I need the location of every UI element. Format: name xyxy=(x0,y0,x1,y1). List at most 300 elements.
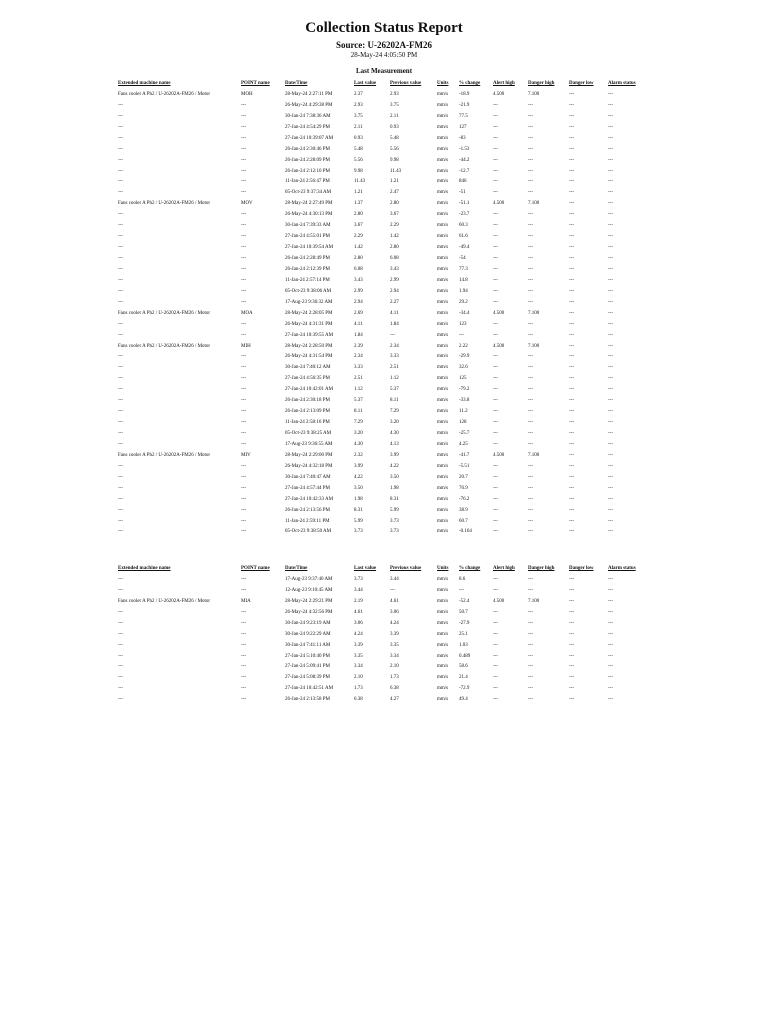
cell-date-time: 05-Oct-23 9:38:06 AM xyxy=(285,288,332,294)
cell-last-value: 2.80 xyxy=(354,256,363,261)
cell-alert-high: --- xyxy=(493,146,498,152)
cell-alarm-status: --- xyxy=(608,266,613,272)
cell-alert-high: --- xyxy=(493,675,498,681)
cell-percent-change: 125 xyxy=(459,376,467,382)
cell-danger-low: --- xyxy=(569,653,574,659)
cell-percent-change: 1.94 xyxy=(459,288,468,294)
cell-last-value: 4.30 xyxy=(354,441,363,447)
cell-alert-high: --- xyxy=(493,354,498,360)
cell-alarm-status: --- xyxy=(608,299,613,305)
cell-danger-high: --- xyxy=(528,299,533,305)
cell-last-value: 3.67 xyxy=(354,223,363,229)
cell-alert-high: --- xyxy=(493,299,498,305)
cell-previous-value: 2.11 xyxy=(390,113,399,119)
cell-units: mm/s xyxy=(437,365,449,371)
cell-machine-name: Fans cooler A Ph2 / U-26202A-FM26 / Motor xyxy=(118,452,211,458)
cell-percent-change: 76.9 xyxy=(459,485,468,491)
cell-date-time: 26-Jan-24 2:13:56 PM xyxy=(285,507,330,513)
cell-alarm-status: --- xyxy=(608,212,613,218)
cell-date-time: 27-Jan-24 4:56:35 PM xyxy=(285,376,330,382)
cell-date-time: 27-Jan-24 10:42:33 AM xyxy=(285,496,334,502)
table-row xyxy=(118,352,648,363)
cell-previous-value: 3.06 xyxy=(390,609,399,615)
cell-date-time: 26-Jan-24 2:12:10 PM xyxy=(285,168,330,174)
cell-danger-high: 7.100 xyxy=(528,343,540,349)
column-header-percent-change: % change xyxy=(459,81,481,86)
cell-point-name: --- xyxy=(241,609,246,615)
cell-danger-high: --- xyxy=(528,365,533,371)
column-header-units: Units xyxy=(437,81,449,86)
cell-percent-change: -18.9 xyxy=(459,91,470,97)
cell-alarm-status: --- xyxy=(608,598,613,604)
cell-point-name: --- xyxy=(241,631,246,637)
cell-units: mm/s xyxy=(437,598,449,604)
cell-point-name: --- xyxy=(241,653,246,659)
table-row xyxy=(118,320,648,331)
cell-alarm-status: --- xyxy=(608,496,613,502)
cell-point-name: --- xyxy=(241,256,246,261)
cell-danger-low: --- xyxy=(569,631,574,637)
cell-percent-change: -27.9 xyxy=(459,620,470,626)
cell-alarm-status: --- xyxy=(608,332,613,338)
cell-danger-low: --- xyxy=(569,135,574,141)
cell-machine-name: --- xyxy=(118,496,123,502)
table-row xyxy=(118,396,648,407)
column-header-date-time: Date/Time xyxy=(285,566,308,571)
cell-alert-high: --- xyxy=(493,266,498,272)
cell-danger-low: --- xyxy=(569,609,574,615)
cell-alert-high: --- xyxy=(493,256,498,261)
cell-units: mm/s xyxy=(437,310,449,316)
table-row xyxy=(118,506,648,517)
cell-danger-high: --- xyxy=(528,686,533,692)
cell-danger-high: --- xyxy=(528,288,533,294)
table-row xyxy=(118,101,648,112)
cell-point-name: MIA xyxy=(241,598,251,604)
cell-machine-name: --- xyxy=(118,288,123,294)
cell-point-name: --- xyxy=(241,277,246,283)
cell-alert-high: --- xyxy=(493,179,498,185)
column-header-last-value: Last value xyxy=(354,81,377,86)
cell-alert-high: --- xyxy=(493,223,498,229)
cell-percent-change: 20.7 xyxy=(459,474,468,480)
cell-units: mm/s xyxy=(437,474,449,480)
cell-previous-value: 3.67 xyxy=(390,212,399,218)
cell-alert-high: --- xyxy=(493,529,498,535)
cell-alert-high: --- xyxy=(493,507,498,513)
cell-date-time: 11-Jan-24 2:57:14 PM xyxy=(285,277,330,283)
cell-units: mm/s xyxy=(437,266,449,272)
cell-percent-change: 25.1 xyxy=(459,631,468,637)
table-row xyxy=(118,199,648,210)
table-row xyxy=(118,451,648,462)
cell-previous-value: 3.99 xyxy=(390,452,399,458)
cell-date-time: 26-May-24 4:29:38 PM xyxy=(285,102,333,108)
cell-last-value: 3.20 xyxy=(354,431,363,436)
cell-percent-change: -83 xyxy=(459,135,466,141)
cell-units: mm/s xyxy=(437,135,449,141)
cell-machine-name: --- xyxy=(118,675,123,681)
cell-danger-high: --- xyxy=(528,376,533,382)
cell-units: mm/s xyxy=(437,157,449,163)
cell-last-value: 2.32 xyxy=(354,452,363,458)
cell-machine-name: --- xyxy=(118,299,123,305)
cell-point-name: --- xyxy=(241,321,246,327)
cell-danger-high: --- xyxy=(528,223,533,229)
cell-danger-low: --- xyxy=(569,507,574,513)
cell-danger-low: --- xyxy=(569,190,574,196)
table-row xyxy=(118,527,648,538)
cell-point-name: --- xyxy=(241,664,246,670)
cell-percent-change: 60.7 xyxy=(459,518,468,524)
table-row xyxy=(118,243,648,254)
cell-machine-name: Fans cooler A Ph2 / U-26202A-FM26 / Motor xyxy=(118,91,211,97)
cell-units: mm/s xyxy=(437,631,449,637)
cell-percent-change: -52.4 xyxy=(459,598,470,604)
cell-percent-change: -1.53 xyxy=(459,146,470,152)
cell-point-name: --- xyxy=(241,288,246,294)
cell-previous-value: 4.22 xyxy=(390,463,399,469)
cell-machine-name: --- xyxy=(118,124,123,130)
cell-date-time: 28-May-24 2:28:05 PM xyxy=(285,310,333,316)
cell-percent-change: 127 xyxy=(459,124,467,130)
cell-danger-low: --- xyxy=(569,277,574,283)
table-row xyxy=(118,309,648,320)
cell-percent-change: 2.22 xyxy=(459,343,468,349)
cell-previous-value: 3.43 xyxy=(390,266,399,272)
cell-point-name: --- xyxy=(241,474,246,480)
cell-date-time: 05-Oct-23 9:38:50 AM xyxy=(285,529,332,535)
cell-units: mm/s xyxy=(437,518,449,524)
column-header-danger-low: Danger low xyxy=(569,81,594,86)
cell-previous-value: 3.34 xyxy=(390,653,399,659)
table-row xyxy=(118,287,648,298)
cell-danger-low: --- xyxy=(569,431,574,436)
cell-units: mm/s xyxy=(437,277,449,283)
cell-point-name: --- xyxy=(241,266,246,272)
cell-alert-high: --- xyxy=(493,332,498,338)
cell-percent-change: -51 xyxy=(459,190,466,196)
column-header-danger-high: Danger high xyxy=(528,566,555,571)
table-row xyxy=(118,374,648,385)
cell-danger-low: --- xyxy=(569,420,574,426)
column-header-percent-change: % change xyxy=(459,566,481,571)
cell-machine-name: --- xyxy=(118,387,123,393)
cell-percent-change: 21.4 xyxy=(459,675,468,681)
cell-danger-low: --- xyxy=(569,376,574,382)
cell-alert-high: --- xyxy=(493,212,498,218)
cell-machine-name: --- xyxy=(118,529,123,535)
cell-danger-high: --- xyxy=(528,135,533,141)
cell-date-time: 30-Jan-24 7:40:47 AM xyxy=(285,474,331,480)
cell-machine-name: --- xyxy=(118,135,123,141)
cell-alert-high: --- xyxy=(493,288,498,294)
cell-date-time: 05-Oct-23 9:38:25 AM xyxy=(285,431,332,436)
cell-last-value: 3.35 xyxy=(354,653,363,659)
cell-alarm-status: --- xyxy=(608,376,613,382)
cell-point-name: --- xyxy=(241,485,246,491)
cell-danger-high: --- xyxy=(528,485,533,491)
cell-machine-name: --- xyxy=(118,620,123,626)
cell-units: mm/s xyxy=(437,124,449,130)
cell-units: mm/s xyxy=(437,686,449,692)
cell-machine-name: --- xyxy=(118,245,123,251)
cell-percent-change: 14.8 xyxy=(459,277,468,283)
cell-danger-low: --- xyxy=(569,365,574,371)
cell-machine-name: --- xyxy=(118,609,123,615)
cell-danger-high: --- xyxy=(528,441,533,447)
cell-date-time: 27-Jan-24 10:39:54 AM xyxy=(285,245,334,251)
cell-last-value: 3.06 xyxy=(354,620,363,626)
cell-point-name: --- xyxy=(241,190,246,196)
cell-point-name: MOV xyxy=(241,201,253,207)
cell-point-name: MIH xyxy=(241,343,251,349)
cell-machine-name: --- xyxy=(118,441,123,447)
cell-point-name: --- xyxy=(241,675,246,681)
cell-units: mm/s xyxy=(437,485,449,491)
cell-machine-name: --- xyxy=(118,653,123,659)
cell-alert-high: --- xyxy=(493,463,498,469)
report-source: Source: U-26202A-FM26 xyxy=(335,40,433,50)
cell-previous-value: 8.11 xyxy=(390,398,399,404)
cell-point-name: --- xyxy=(241,234,246,240)
cell-previous-value: 3.44 xyxy=(390,576,399,582)
cell-last-value: 2.51 xyxy=(354,376,363,382)
cell-machine-name: Fans cooler A Ph2 / U-26202A-FM26 / Motor xyxy=(118,201,211,207)
cell-alert-high: --- xyxy=(493,474,498,480)
cell-alert-high: --- xyxy=(493,157,498,163)
cell-date-time: 27-Jan-24 4:57:44 PM xyxy=(285,485,330,491)
cell-point-name: --- xyxy=(241,354,246,360)
cell-alert-high: --- xyxy=(493,686,498,692)
cell-alert-high: --- xyxy=(493,653,498,659)
table-row xyxy=(118,407,648,418)
cell-previous-value: 4.13 xyxy=(390,441,399,447)
cell-previous-value: 5.48 xyxy=(390,135,399,141)
cell-units: mm/s xyxy=(437,576,449,582)
column-header-alert-high: Alert high xyxy=(493,566,515,571)
table-row xyxy=(118,385,648,396)
column-header-point-name: POINT name xyxy=(241,81,270,86)
cell-percent-change: 4.25 xyxy=(459,441,468,447)
cell-machine-name: --- xyxy=(118,420,123,426)
cell-machine-name: --- xyxy=(118,168,123,174)
cell-percent-change: 123 xyxy=(459,321,467,327)
cell-date-time: 26-Jan-24 2:30:46 PM xyxy=(285,146,330,152)
cell-danger-low: --- xyxy=(569,179,574,185)
cell-alarm-status: --- xyxy=(608,474,613,480)
cell-date-time: 27-Jan-24 5:09:41 PM xyxy=(285,664,330,670)
cell-danger-high: --- xyxy=(528,664,533,670)
cell-date-time: 26-May-24 4:30:13 PM xyxy=(285,212,333,218)
cell-last-value: 2.69 xyxy=(354,310,363,316)
cell-previous-value: --- xyxy=(390,587,395,593)
cell-machine-name: --- xyxy=(118,102,123,108)
cell-point-name: --- xyxy=(241,441,246,447)
cell-last-value: 2.19 xyxy=(354,598,363,604)
cell-danger-high: --- xyxy=(528,431,533,436)
cell-point-name: --- xyxy=(241,124,246,130)
cell-danger-high: --- xyxy=(528,496,533,502)
cell-alert-high: --- xyxy=(493,576,498,582)
cell-machine-name: --- xyxy=(118,321,123,327)
cell-alarm-status: --- xyxy=(608,631,613,637)
cell-last-value: 2.99 xyxy=(354,288,363,294)
cell-danger-low: --- xyxy=(569,474,574,480)
cell-alert-high: --- xyxy=(493,365,498,371)
cell-last-value: 1.37 xyxy=(354,201,363,207)
cell-danger-high: --- xyxy=(528,124,533,130)
cell-units: mm/s xyxy=(437,343,449,349)
cell-units: mm/s xyxy=(437,387,449,393)
cell-point-name: --- xyxy=(241,332,246,338)
cell-point-name: --- xyxy=(241,518,246,524)
cell-machine-name: --- xyxy=(118,485,123,491)
cell-alarm-status: --- xyxy=(608,190,613,196)
cell-danger-high: --- xyxy=(528,266,533,272)
cell-alarm-status: --- xyxy=(608,168,613,174)
cell-danger-high: --- xyxy=(528,609,533,615)
cell-danger-low: --- xyxy=(569,587,574,593)
cell-percent-change: 11.2 xyxy=(459,409,468,415)
table-row xyxy=(118,265,648,276)
cell-danger-low: --- xyxy=(569,113,574,119)
cell-machine-name: --- xyxy=(118,587,123,593)
cell-danger-high: 7.100 xyxy=(528,91,540,97)
cell-alarm-status: --- xyxy=(608,135,613,141)
cell-danger-high: --- xyxy=(528,518,533,524)
cell-alert-high: --- xyxy=(493,245,498,251)
cell-danger-high: --- xyxy=(528,587,533,593)
cell-alert-high: --- xyxy=(493,398,498,404)
cell-date-time: 27-Jan-24 4:55:01 PM xyxy=(285,234,330,240)
cell-date-time: 11-Jan-24 2:58:16 PM xyxy=(285,420,330,426)
cell-units: mm/s xyxy=(437,642,449,648)
cell-machine-name: --- xyxy=(118,376,123,382)
cell-last-value: 11.43 xyxy=(354,179,366,185)
cell-alert-high: --- xyxy=(493,631,498,637)
cell-last-value: 4.24 xyxy=(354,631,363,637)
column-header-date-time: Date/Time xyxy=(285,81,308,86)
cell-danger-high: --- xyxy=(528,102,533,108)
cell-danger-high: --- xyxy=(528,576,533,582)
cell-machine-name: Fans cooler A Ph2 / U-26202A-FM26 / Motor xyxy=(118,310,211,316)
cell-percent-change: -21.9 xyxy=(459,102,470,108)
cell-last-value: 3.39 xyxy=(354,642,363,648)
cell-alarm-status: --- xyxy=(608,387,613,393)
cell-units: mm/s xyxy=(437,113,449,119)
cell-machine-name: --- xyxy=(118,223,123,229)
cell-units: mm/s xyxy=(437,609,449,615)
cell-units: mm/s xyxy=(437,91,449,97)
cell-danger-high: --- xyxy=(528,463,533,469)
cell-previous-value: 2.29 xyxy=(390,223,399,229)
cell-units: mm/s xyxy=(437,234,449,240)
column-header-machine-name: Extended machine name xyxy=(118,81,171,86)
cell-percent-change: -0.164 xyxy=(459,529,472,535)
cell-percent-change: 1.03 xyxy=(459,642,468,648)
cell-alarm-status: --- xyxy=(608,102,613,108)
cell-date-time: 27-Jan-24 5:08:39 PM xyxy=(285,675,330,681)
cell-units: mm/s xyxy=(437,212,449,218)
cell-alarm-status: --- xyxy=(608,452,613,458)
cell-previous-value: 1.84 xyxy=(390,321,399,327)
cell-percent-change: -34.4 xyxy=(459,310,470,316)
cell-alert-high: --- xyxy=(493,124,498,130)
cell-previous-value: --- xyxy=(390,332,395,338)
cell-last-value: 3.44 xyxy=(354,587,363,593)
cell-previous-value: 7.29 xyxy=(390,409,399,415)
table-row xyxy=(118,418,648,429)
cell-date-time: 30-Jan-24 7:40:12 AM xyxy=(285,365,331,371)
cell-alert-high: --- xyxy=(493,387,498,393)
cell-danger-high: --- xyxy=(528,245,533,251)
cell-date-time: 26-Jan-24 2:13:58 PM xyxy=(285,697,330,703)
cell-previous-value: 4.11 xyxy=(390,310,399,316)
cell-units: mm/s xyxy=(437,102,449,108)
cell-percent-change: -12.7 xyxy=(459,168,470,174)
column-header-alarm-status: Alarm status xyxy=(608,566,636,571)
cell-machine-name: --- xyxy=(118,256,123,261)
cell-date-time: 11-Jan-24 2:59:11 PM xyxy=(285,518,330,524)
cell-date-time: 05-Oct-23 9:37:34 AM xyxy=(285,190,332,196)
cell-danger-low: --- xyxy=(569,463,574,469)
cell-alarm-status: --- xyxy=(608,675,613,681)
cell-last-value: 3.73 xyxy=(354,529,363,535)
cell-last-value: 6.38 xyxy=(354,697,363,703)
cell-units: mm/s xyxy=(437,452,449,458)
cell-point-name: --- xyxy=(241,212,246,218)
cell-alarm-status: --- xyxy=(608,157,613,163)
cell-alert-high: --- xyxy=(493,496,498,502)
table-row xyxy=(118,652,648,663)
cell-machine-name: --- xyxy=(118,365,123,371)
cell-last-value: 5.99 xyxy=(354,518,363,524)
cell-danger-high: --- xyxy=(528,146,533,152)
cell-machine-name: --- xyxy=(118,631,123,637)
cell-percent-change: 846 xyxy=(459,179,467,185)
cell-machine-name: --- xyxy=(118,507,123,513)
cell-units: mm/s xyxy=(437,256,449,261)
table-row xyxy=(118,331,648,342)
cell-units: mm/s xyxy=(437,463,449,469)
cell-point-name: --- xyxy=(241,376,246,382)
cell-units: mm/s xyxy=(437,398,449,404)
cell-date-time: 26-Jan-24 2:30:18 PM xyxy=(285,398,330,404)
table-row xyxy=(118,123,648,134)
cell-alarm-status: --- xyxy=(608,91,613,97)
cell-percent-change: -33.8 xyxy=(459,398,470,404)
cell-point-name: --- xyxy=(241,409,246,415)
cell-danger-low: --- xyxy=(569,310,574,316)
cell-point-name: --- xyxy=(241,398,246,404)
cell-last-value: 3.34 xyxy=(354,664,363,670)
cell-percent-change: -49.4 xyxy=(459,245,470,251)
cell-date-time: 28-May-24 2:29:00 PM xyxy=(285,452,333,458)
cell-alert-high: --- xyxy=(493,518,498,524)
cell-alarm-status: --- xyxy=(608,310,613,316)
cell-danger-low: --- xyxy=(569,288,574,294)
cell-danger-high: --- xyxy=(528,354,533,360)
table-row xyxy=(118,145,648,156)
table-row xyxy=(118,177,648,188)
cell-danger-low: --- xyxy=(569,124,574,130)
cell-last-value: 0.93 xyxy=(354,135,363,141)
cell-machine-name: --- xyxy=(118,697,123,703)
cell-alert-high: 4.500 xyxy=(493,91,505,97)
cell-point-name: MOA xyxy=(241,310,253,316)
cell-danger-low: --- xyxy=(569,675,574,681)
